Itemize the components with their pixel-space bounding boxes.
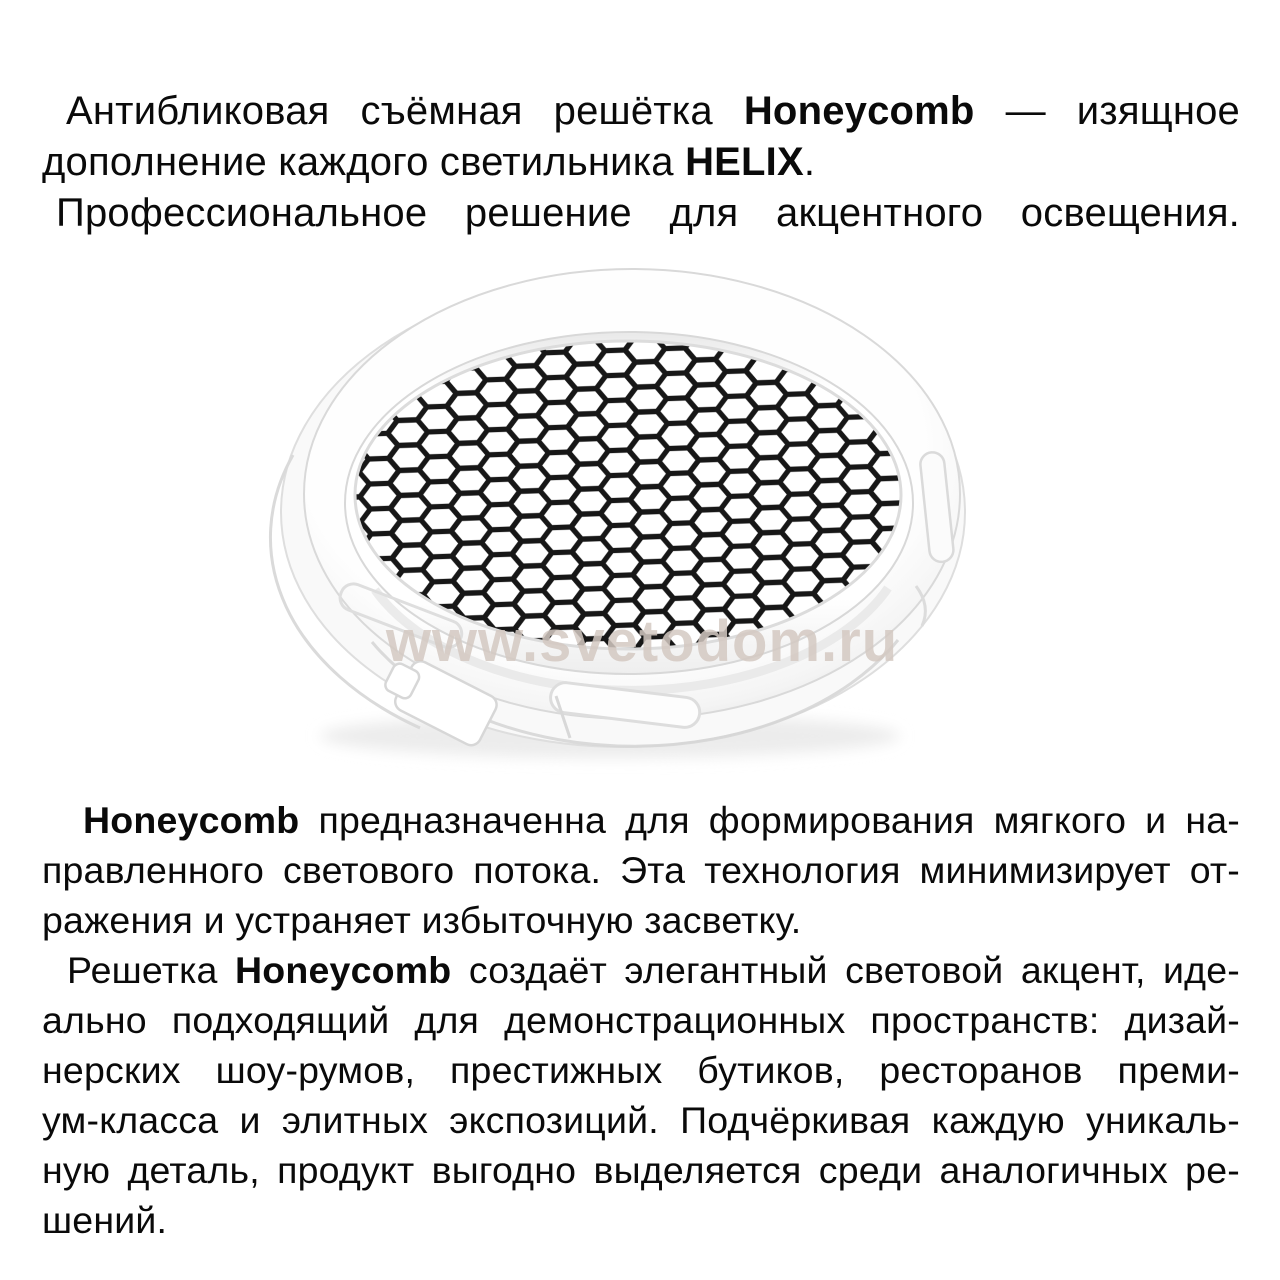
paragraph-line (42, 1095, 1240, 1145)
text-span: ную деталь, продукт выгодно выделяется среди аналогичных ре- (42, 1149, 1240, 1191)
description-text (42, 795, 1240, 1245)
paragraph-line (42, 1045, 1240, 1095)
paragraph-line (42, 895, 1240, 945)
text-span: нерских шоу-румов, престижных бутиков, ресторанов преми- (42, 1049, 1240, 1091)
paragraph-line (42, 795, 1240, 845)
text-span: ально подходящий для демонстрационных пространств: дизай- (42, 999, 1240, 1041)
text-span: шений. (42, 1199, 168, 1241)
text-span: Решетка (67, 949, 235, 991)
paragraph-line (42, 945, 1240, 995)
watermark: www.svetodom.ru (385, 609, 899, 674)
paragraph-line (42, 845, 1240, 895)
text-span: Профессиональное решение для акцентного освещения. (56, 191, 1240, 235)
brand-word: HELIX (685, 140, 804, 184)
header-line (42, 137, 1240, 188)
intro-text (42, 86, 1240, 239)
paragraph-line (42, 995, 1240, 1045)
text-span: — изящное (974, 89, 1241, 133)
text-span: Антибликовая съёмная решётка (66, 89, 744, 133)
text-span: дополнение каждого светильника (42, 140, 686, 184)
text-span: предназначенна для формирования мягкого и на- (299, 799, 1240, 841)
header-line (42, 188, 1240, 239)
brand-word: Honeycomb (83, 799, 300, 841)
text-span: правленного светового потока. Эта технология минимизирует от- (42, 849, 1240, 891)
text-span: ум-класса и элитных экспозиций. Подчёркивая каждую уникаль- (42, 1099, 1240, 1141)
text-span: . (803, 140, 816, 184)
text-span: создаёт элегантный световой акцент, иде- (451, 949, 1240, 991)
header-line (42, 86, 1240, 137)
brand-word: Honeycomb (235, 949, 452, 991)
paragraph-line (42, 1145, 1240, 1195)
paragraph-line (42, 1195, 1240, 1245)
brand-word: Honeycomb (743, 89, 975, 133)
text-span: ражения и устраняет избыточную засветку. (42, 899, 802, 941)
